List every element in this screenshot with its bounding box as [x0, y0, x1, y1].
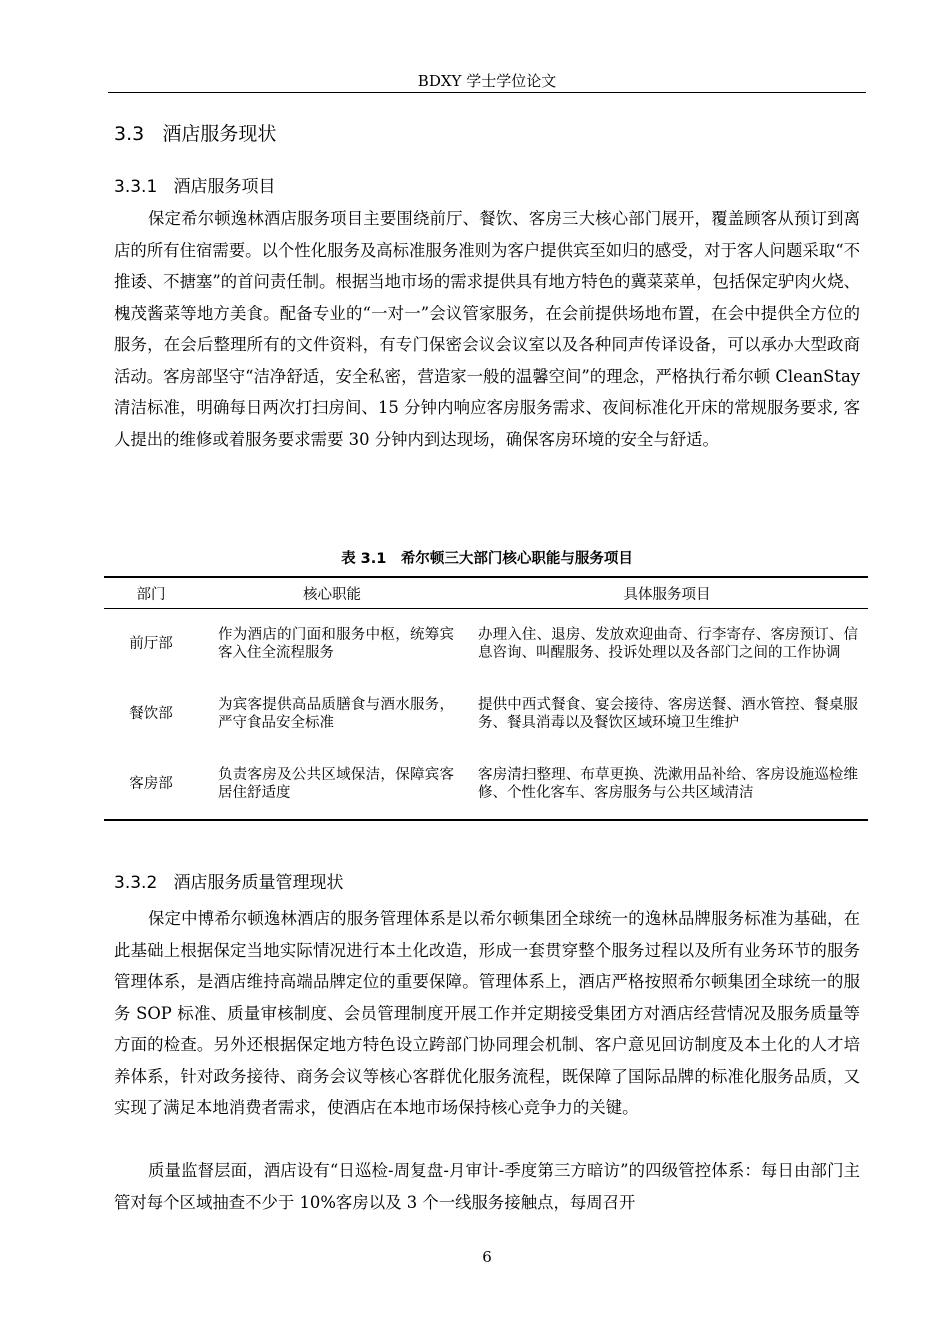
cell-services: 客房清扫整理、布草更换、洗漱用品补给、客房设施巡检维修、个性化客车、客房服务与公共区域清洁	[466, 749, 868, 820]
table-row	[104, 679, 868, 749]
section-heading	[114, 119, 276, 146]
table-header-row	[104, 577, 868, 609]
cell-services: 提供中西式餐食、宴会接待、客房送餐、酒水管控、餐桌服务、餐具消毒以及餐饮区域环境卫生维护	[478, 697, 858, 731]
cell-dept: 前厅部	[129, 636, 173, 652]
paragraph-service-items: 保定希尔顿逸林酒店服务项目主要围绕前厅、餐饮、客房三大核心部门展开，覆盖顾客从预订到离店的所有住宿需要。以个性化服务及高标准服务准则为客户提供宾至如归的感受，对于客人问题采取“不推诿、不搪塞”的首问责任制。根据当地市场的需求提供具有地方特色的冀菜菜单，包括保定驴肉火烧、槐茂酱菜等地方美食。配备专业的“一对一”会议管家服务，在会前提供场地布置，在会中提供全方位的服务，在会后整理所有的文件资料，有专门保密会议会议室以及各种同声传译设备，可以承办大型政商活动。客房部坚守“洁净舒适，安全私密，营造家一般的温馨空间”的理念，严格执行希尔顿 CleanStay 清洁标准，明确每日两次打扫房间、15 分钟内响应客房服务需求、夜间标准化开床的常规服务要求, 客人提出的维修或着服务要求需要 30 分钟内到达现场，确保客房环境的安全与舒适。	[114, 209, 860, 449]
cell-function: 作为酒店的门面和服务中枢，统筹宾客入住全流程服务	[218, 627, 454, 661]
subsection-heading-1	[114, 172, 275, 197]
subsection-number: 3.3.2	[114, 873, 158, 893]
cell-function: 负责客房及公共区域保洁，保障宾客居住舒适度	[198, 749, 466, 820]
header-rule	[108, 92, 866, 93]
table-row	[104, 609, 868, 680]
section-title: 酒店服务现状	[162, 123, 277, 145]
subsection-heading-2	[114, 868, 343, 893]
paragraph-quality-supervision: 质量监督层面，酒店设有“日巡检-周复盘-月审计-季度第三方暗访”的四级管控体系：每日由部门主管对每个区域抽查不少于 10%客房以及 3 个一线服务接触点，每周召开	[114, 1161, 860, 1212]
cell-dept: 餐饮部	[129, 706, 173, 722]
cell-dept: 客房部	[104, 749, 198, 820]
cell-function: 为宾客提供高品质膳食与酒水服务，严守食品安全标准	[218, 697, 454, 731]
subsection-title: 酒店服务项目	[173, 177, 276, 197]
cell-services: 办理入住、退房、发放欢迎曲奇、行李寄存、客房预订、信息咨询、叫醒服务、投诉处理以及各部门之间的工作协调	[478, 627, 858, 661]
table-row	[104, 749, 868, 820]
header-dept: 部门	[104, 577, 198, 609]
table-caption: 表 3.1 希尔顿三大部门核心职能与服务项目	[341, 551, 633, 567]
subsection-number: 3.3.1	[114, 177, 158, 197]
page-number: 6	[482, 1248, 492, 1266]
paragraph-quality-management: 保定中博希尔顿逸林酒店的服务管理体系是以希尔顿集团全球统一的逸林品牌服务标准为基础，在此基础上根据保定当地实际情况进行本土化改造，形成一套贯穿整个服务过程以及所有业务环节的服务管理体系，是酒店维持高端品牌定位的重要保障。管理体系上，酒店严格按照希尔顿集团全球统一的服务 SOP 标准、质量审核制度、会员管理制度开展工作并定期接受集团方对酒店经营情况及服务质量等方面的检查。另外还根据保定地方特色设立跨部门协同理会机制、客户意见回访制度及本土化的人才培养体系，针对政务接待、商务会议等核心客群优化服务流程，既保障了国际品牌的标准化服务品质，又实现了满足本地消费者需求，使酒店在本地市场保持核心竞争力的关键。	[114, 909, 860, 1117]
running-head: BDXY 学士学位论文	[417, 72, 557, 90]
department-table	[104, 576, 868, 821]
header-function: 核心职能	[198, 577, 466, 609]
header-services: 具体服务项目	[466, 577, 868, 609]
section-number: 3.3	[114, 123, 145, 145]
subsection-title: 酒店服务质量管理现状	[173, 873, 344, 893]
